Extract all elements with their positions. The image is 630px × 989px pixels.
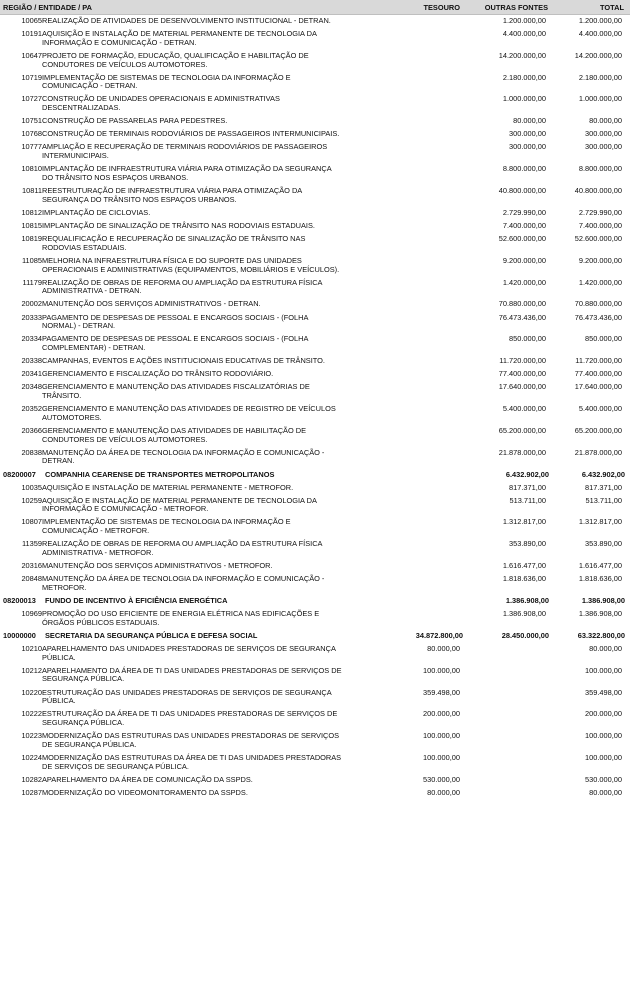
row-total: 300.000,00 [585, 129, 622, 139]
row-code: 10224 [21, 752, 42, 762]
row-other-sources: 28.450.000,00 [501, 630, 549, 640]
row-description: CAMPANHAS, EVENTOS E AÇÕES INSTITUCIONAIS EDUCATIVAS DE TRÂNSITO. [42, 356, 325, 366]
row-description: AQUISIÇÃO E INSTALAÇÃO DE MATERIAL PERMANENTE - METROFOR. [42, 482, 294, 492]
table-row [0, 540, 630, 562]
row-code: 10768 [21, 129, 42, 139]
row-other-sources: 513.711,00 [509, 495, 546, 505]
row-other-sources: 21.878.000,00 [498, 447, 546, 457]
row-code: 11359 [21, 539, 42, 549]
row-other-sources: 7.400.000,00 [502, 220, 546, 230]
table-row [0, 518, 630, 540]
row-treasury: 34.872.800,00 [415, 630, 463, 640]
row-total: 9.200.000,00 [578, 255, 622, 265]
entity-row [0, 632, 630, 645]
row-total: 817.371,00 [585, 482, 622, 492]
row-code: 08200007 [3, 469, 36, 479]
row-description: IMPLEMENTAÇÃO DE SISTEMAS DE TECNOLOGIA DA INFORMAÇÃO E COMUNICAÇÃO - DETRAN. [42, 72, 291, 91]
row-total: 1.200.000,00 [578, 16, 622, 25]
row-treasury: 530.000,00 [423, 774, 460, 784]
row-total: 80.000,00 [589, 787, 622, 797]
table-row [0, 279, 630, 301]
row-code: 10065 [21, 16, 42, 25]
row-total: 1.312.817,00 [578, 517, 622, 527]
row-code: 20341 [21, 369, 42, 379]
row-code: 20338 [21, 356, 42, 366]
row-description: IMPLEMENTAÇÃO DE SISTEMAS DE TECNOLOGIA DA INFORMAÇÃO E COMUNICAÇÃO - METROFOR. [42, 517, 291, 536]
row-other-sources: 353.890,00 [509, 539, 546, 549]
table-row [0, 405, 630, 427]
row-code: 10220 [21, 687, 42, 697]
row-code: 20334 [21, 334, 42, 344]
row-treasury: 100.000,00 [423, 752, 460, 762]
row-description: APARELHAMENTO DAS UNIDADES PRESTADORAS DE SERVIÇOS DE SEGURANÇA PÚBLICA. [42, 643, 336, 662]
row-description: MELHORIA NA INFRAESTRUTURA FÍSICA E DO SUPORTE DAS UNIDADES OPERACIONAIS E ADMINISTRATIVAS (EQUIPAMENTOS, MOBILIÁRIOS E VEÍCULOS). [42, 255, 340, 274]
row-description: IMPLANTAÇÃO DE SINALIZAÇÃO DE TRÂNSITO NAS RODOVIAIS ESTADUAIS. [42, 220, 315, 230]
row-total: 300.000,00 [585, 142, 622, 152]
row-description: GERENCIAMENTO E MANUTENÇÃO DAS ATIVIDADES DE HABILITAÇÃO DE CONDUTORES DE VEÍCULOS AUTOMOTORES. [42, 425, 307, 444]
row-total: 80.000,00 [589, 116, 622, 126]
row-description: FUNDO DE INCENTIVO À EFICIÊNCIA ENERGÉTICA [45, 595, 228, 605]
row-code: 20848 [21, 574, 42, 584]
row-total: 1.818.636,00 [578, 574, 622, 584]
row-code: 10810 [21, 164, 42, 174]
table-row [0, 610, 630, 632]
row-code: 10259 [21, 495, 42, 505]
row-code: 20352 [21, 404, 42, 414]
entity-row [0, 471, 630, 484]
row-total: 1.616.477,00 [578, 561, 622, 571]
row-other-sources: 80.000,00 [513, 116, 546, 126]
row-total: 1.420.000,00 [578, 277, 622, 287]
row-code: 10212 [21, 665, 42, 675]
row-other-sources: 1.200.000,00 [502, 16, 546, 25]
row-total: 850.000,00 [585, 334, 622, 344]
row-total: 1.000.000,00 [578, 94, 622, 104]
row-code: 10819 [21, 234, 42, 244]
row-treasury: 200.000,00 [423, 709, 460, 719]
row-description: MODERNIZAÇÃO DAS ESTRUTURAS DAS UNIDADES PRESTADORAS DE SERVIÇOS DE SEGURANÇA PÚBLICA. [42, 731, 340, 749]
row-total: 21.878.000,00 [574, 447, 622, 457]
row-other-sources: 8.800.000,00 [502, 164, 546, 174]
header-entity: REGIÃO / ENTIDADE / PA [3, 2, 92, 12]
row-other-sources: 850.000,00 [509, 334, 546, 344]
row-other-sources: 6.432.902,00 [505, 469, 549, 479]
row-code: 08200013 [3, 595, 36, 605]
row-code: 20366 [21, 425, 42, 435]
row-other-sources: 1.818.636,00 [502, 574, 546, 584]
table-row [0, 74, 630, 96]
table-row [0, 30, 630, 52]
row-description: AQUISIÇÃO E INSTALAÇÃO DE MATERIAL PERMANENTE DE TECNOLOGIA DA INFORMAÇÃO E COMUNICAÇÃO - DETRAN. [42, 29, 317, 47]
row-other-sources: 300.000,00 [509, 142, 546, 152]
row-description: ESTRUTURAÇÃO DAS UNIDADES PRESTADORAS DE SERVIÇOS DE SEGURANÇA PÚBLICA. [42, 687, 332, 706]
row-total: 530.000,00 [585, 774, 622, 784]
row-treasury: 80.000,00 [427, 643, 460, 653]
row-other-sources: 11.720.000,00 [499, 356, 546, 366]
row-description: MANUTENÇÃO DOS SERVIÇOS ADMINISTRATIVOS - DETRAN. [42, 299, 261, 309]
row-code: 11179 [22, 277, 42, 287]
row-description: PROMOÇÃO DO USO EFICIENTE DE ENERGIA ELÉTRICA NAS EDIFICAÇÕES E ÓRGÃOS PÚBLICOS ESTADUAIS. [42, 609, 320, 627]
row-treasury: 100.000,00 [423, 731, 460, 741]
row-total: 1.386.908,00 [578, 609, 622, 619]
row-description: ESTRUTURAÇÃO DA ÁREA DE TI DAS UNIDADES PRESTADORAS DE SERVIÇOS DE SEGURANÇA PÚBLICA. [42, 709, 338, 728]
row-description: GERENCIAMENTO E FISCALIZAÇÃO DO TRÂNSITO RODOVIÁRIO. [42, 369, 274, 379]
row-other-sources: 77.400.000,00 [498, 369, 546, 379]
row-code: 11085 [21, 255, 42, 265]
row-other-sources: 1.000.000,00 [502, 94, 546, 104]
row-description: IMPLANTAÇÃO DE CICLOVIAS. [42, 207, 151, 217]
row-other-sources: 4.400.000,00 [502, 29, 546, 39]
table-row [0, 314, 630, 336]
table-row [0, 776, 630, 789]
row-description: REALIZAÇÃO DE OBRAS DE REFORMA OU AMPLIAÇÃO DA ESTRUTURA FÍSICA ADMINISTRATIVA - DETRAN. [42, 277, 323, 296]
row-total: 63.322.800,00 [577, 630, 625, 640]
row-total: 359.498,00 [585, 687, 622, 697]
row-code: 10777 [21, 142, 42, 152]
row-description: MODERNIZAÇÃO DO VIDEOMONITORAMENTO DA SSPDS. [42, 787, 248, 797]
row-code: 20002 [21, 299, 42, 309]
row-other-sources: 40.800.000,00 [498, 186, 546, 196]
row-code: 10282 [21, 774, 42, 784]
row-description: IMPLANTAÇÃO DE INFRAESTRUTURA VIÁRIA PARA OTIMIZAÇÃO DA SEGURANÇA DO TRÂNSITO NOS ESPAÇOS URBANOS. [42, 164, 332, 182]
row-total: 100.000,00 [585, 752, 622, 762]
table-row [0, 754, 630, 776]
row-code: 20838 [21, 447, 42, 457]
row-total: 70.880.000,00 [574, 299, 622, 309]
row-description: PROJETO DE FORMAÇÃO, EDUCAÇÃO, QUALIFICAÇÃO E HABILITAÇÃO DE CONDUTORES DE VEÍCULOS AUTOMOTORES. [42, 50, 309, 69]
row-total: 1.386.908,00 [581, 595, 625, 605]
table-row [0, 645, 630, 667]
row-description: CONSTRUÇÃO DE TERMINAIS RODOVIÁRIOS DE PASSAGEIROS INTERMUNICIPAIS. [42, 129, 340, 139]
row-total: 77.400.000,00 [574, 369, 622, 379]
row-treasury: 80.000,00 [427, 787, 460, 797]
header-other-sources: OUTRAS FONTES [484, 2, 548, 12]
table-row [0, 257, 630, 279]
row-description: CONSTRUÇÃO DE UNIDADES OPERACIONAIS E ADMINISTRATIVAS DESCENTRALIZADAS. [42, 94, 280, 113]
row-total: 7.400.000,00 [578, 220, 622, 230]
table-row [0, 165, 630, 187]
row-other-sources: 300.000,00 [509, 129, 546, 139]
table-row [0, 235, 630, 257]
row-total: 76.473.436,00 [574, 312, 622, 322]
row-description: MANUTENÇÃO DOS SERVIÇOS ADMINISTRATIVOS - METROFOR. [42, 561, 273, 571]
table-row [0, 667, 630, 689]
row-description: REQUALIFICAÇÃO E RECUPERAÇÃO DE SINALIZAÇÃO DE TRÂNSITO NAS RODOVIAS ESTADUAIS. [42, 234, 306, 252]
row-other-sources: 2.729.990,00 [502, 207, 546, 217]
row-code: 10210 [21, 643, 42, 653]
row-other-sources: 65.200.000,00 [498, 425, 546, 435]
row-code: 20348 [21, 382, 42, 392]
row-code: 10812 [21, 207, 42, 217]
row-total: 5.400.000,00 [578, 404, 622, 414]
table-header [0, 0, 630, 15]
row-total: 52.600.000,00 [574, 234, 622, 244]
row-code: 10035 [21, 482, 42, 492]
row-total: 17.640.000,00 [574, 382, 622, 392]
row-description: AQUISIÇÃO E INSTALAÇÃO DE MATERIAL PERMANENTE DE TECNOLOGIA DA INFORMAÇÃO E COMUNICAÇÃO - METROFOR. [42, 495, 317, 514]
row-other-sources: 2.180.000,00 [502, 72, 546, 82]
row-total: 11.720.000,00 [575, 356, 622, 366]
table-row [0, 710, 630, 732]
row-other-sources: 1.420.000,00 [502, 277, 546, 287]
row-code: 10727 [21, 94, 42, 104]
row-other-sources: 1.386.908,00 [505, 595, 549, 605]
row-other-sources: 5.400.000,00 [502, 404, 546, 414]
row-description: PAGAMENTO DE DESPESAS DE PESSOAL E ENCARGOS SOCIAIS - (FOLHA NORMAL) - DETRAN. [42, 312, 308, 331]
row-description: SECRETARIA DA SEGURANÇA PÚBLICA E DEFESA SOCIAL [45, 630, 258, 640]
row-other-sources: 1.312.817,00 [502, 517, 546, 527]
row-code: 10815 [21, 220, 42, 230]
row-code: 10223 [21, 731, 42, 741]
table-row [0, 52, 630, 74]
row-total: 2.180.000,00 [578, 72, 622, 82]
row-other-sources: 1.386.908,00 [502, 609, 546, 619]
table-body [0, 15, 630, 802]
row-treasury: 359.498,00 [423, 687, 460, 697]
table-row [0, 575, 630, 597]
row-total: 14.200.000,00 [574, 50, 622, 60]
table-row [0, 335, 630, 357]
row-other-sources: 9.200.000,00 [502, 255, 546, 265]
row-description: COMPANHIA CEARENSE DE TRANSPORTES METROPOLITANOS [45, 469, 275, 479]
row-description: MODERNIZAÇÃO DAS ESTRUTURAS DA ÁREA DE TI DAS UNIDADES PRESTADORAS DE SERVIÇOS DE SEGURANÇA PÚBLICA. [42, 752, 342, 771]
row-treasury: 100.000,00 [423, 665, 460, 675]
row-description: REALIZAÇÃO DE ATIVIDADES DE DESENVOLVIMENTO INSTITUCIONAL - DETRAN. [42, 16, 331, 25]
row-description: REALIZAÇÃO DE OBRAS DE REFORMA OU AMPLIAÇÃO DA ESTRUTURA FÍSICA ADMINISTRATIVA - METROFOR. [42, 539, 323, 557]
row-description: APARELHAMENTO DA ÁREA DE TI DAS UNIDADES PRESTADORAS DE SERVIÇOS DE SEGURANÇA PÚBLICA. [42, 665, 342, 684]
row-total: 8.800.000,00 [578, 164, 622, 174]
row-code: 10719 [21, 72, 42, 82]
row-other-sources: 817.371,00 [509, 482, 546, 492]
row-total: 100.000,00 [585, 731, 622, 741]
row-code: 20333 [21, 312, 42, 322]
row-total: 200.000,00 [585, 709, 622, 719]
row-code: 10191 [21, 29, 42, 39]
header-total: TOTAL [600, 2, 624, 12]
row-code: 10807 [21, 517, 42, 527]
row-code: 20316 [21, 561, 42, 571]
row-description: AMPLIAÇÃO E RECUPERAÇÃO DE TERMINAIS RODOVIÁRIOS DE PASSAGEIROS INTERMUNICIPAIS. [42, 142, 328, 161]
row-total: 353.890,00 [585, 539, 622, 549]
row-description: GERENCIAMENTO E MANUTENÇÃO DAS ATIVIDADES FISCALIZATÓRIAS DE TRÂNSITO. [42, 382, 310, 401]
table-row [0, 143, 630, 165]
table-row [0, 449, 630, 471]
table-row [0, 300, 630, 313]
table-row [0, 789, 630, 802]
row-other-sources: 76.473.436,00 [498, 312, 546, 322]
row-description: APARELHAMENTO DA ÁREA DE COMUNICAÇÃO DA SSPDS. [42, 774, 253, 784]
row-code: 10751 [21, 116, 42, 126]
row-code: 10000000 [3, 630, 36, 640]
row-code: 10222 [21, 709, 42, 719]
row-code: 10969 [21, 609, 42, 619]
row-other-sources: 17.640.000,00 [498, 382, 546, 392]
table-row [0, 209, 630, 222]
row-total: 513.711,00 [585, 495, 622, 505]
row-total: 40.800.000,00 [574, 186, 622, 196]
table-row [0, 689, 630, 711]
row-other-sources: 70.880.000,00 [498, 299, 546, 309]
row-code: 10647 [21, 50, 42, 60]
row-total: 65.200.000,00 [574, 425, 622, 435]
header-treasury: TESOURO [423, 2, 460, 12]
row-other-sources: 1.616.477,00 [502, 561, 546, 571]
row-description: PAGAMENTO DE DESPESAS DE PESSOAL E ENCARGOS SOCIAIS - (FOLHA COMPLEMENTAR) - DETRAN. [42, 334, 308, 353]
table-row [0, 427, 630, 449]
table-row [0, 95, 630, 117]
row-total: 4.400.000,00 [578, 29, 622, 39]
table-row [0, 484, 630, 497]
table-row [0, 497, 630, 519]
row-description: MANUTENÇÃO DA ÁREA DE TECNOLOGIA DA INFORMAÇÃO E COMUNICAÇÃO - DETRAN. [42, 447, 325, 466]
row-description: CONSTRUÇÃO DE PASSARELAS PARA PEDESTRES. [42, 116, 228, 126]
table-row [0, 732, 630, 754]
table-row [0, 187, 630, 209]
row-total: 6.432.902,00 [581, 469, 625, 479]
row-total: 80.000,00 [589, 643, 622, 653]
row-description: REESTRUTURAÇÃO DE INFRAESTRUTURA VIÁRIA PARA OTIMIZAÇÃO DA SEGURANÇA DO TRÂNSITO NOS ESPAÇOS URBANOS. [42, 186, 302, 204]
row-description: GERENCIAMENTO E MANUTENÇÃO DAS ATIVIDADES DE REGISTRO DE VEÍCULOS AUTOMOTORES. [42, 404, 336, 422]
row-code: 10287 [21, 787, 42, 797]
row-description: MANUTENÇÃO DA ÁREA DE TECNOLOGIA DA INFORMAÇÃO E COMUNICAÇÃO - METROFOR. [42, 574, 325, 592]
row-total: 100.000,00 [585, 665, 622, 675]
table-row [0, 383, 630, 405]
row-other-sources: 52.600.000,00 [498, 234, 546, 244]
row-code: 10811 [21, 186, 42, 196]
row-total: 2.729.990,00 [578, 207, 622, 217]
row-other-sources: 14.200.000,00 [498, 50, 546, 60]
